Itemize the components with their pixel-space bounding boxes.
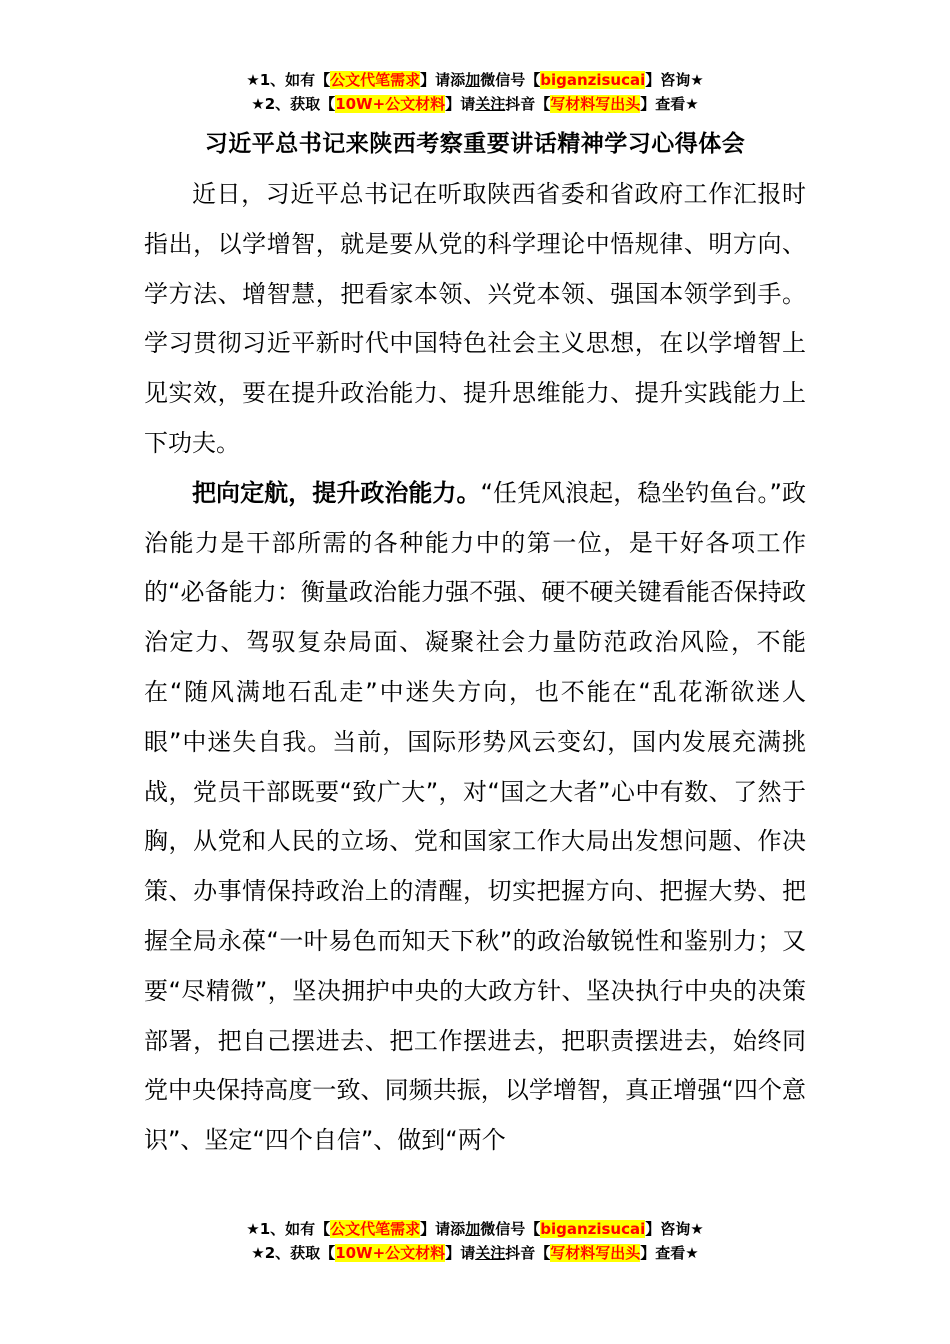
wechat-id: biganzisucai — [540, 71, 646, 89]
banner-text: 】请添 — [420, 71, 466, 89]
banner-highlight: 公文代笔需求 — [330, 1220, 421, 1238]
banner-text: 】请 — [445, 95, 476, 113]
banner-line-1 — [0, 68, 950, 92]
banner-highlight: 10W+公文材料 — [335, 1244, 446, 1262]
footer-banner — [0, 1217, 950, 1265]
banner-text: ★2、获取【 — [251, 1244, 336, 1262]
banner-highlight: 写材料写出头 — [550, 1244, 641, 1262]
paragraph-1: 近日，习近平总书记在听取陕西省委和省政府工作汇报时指出，以学增智，就是要从党的科学理论中悟规律、明方向、学方法、增智慧，把看家本领、兴党本领、强国本领学到手。学习贯彻习近平新时代中国特色社会主义思想，在以学增智上见实效，要在提升政治能力、提升思维能力、提升实践能力上下功夫。 — [144, 180, 806, 457]
banner-text: ★1、如有【 — [246, 71, 331, 89]
header-banner — [0, 68, 950, 116]
wechat-id: biganzisucai — [540, 1220, 646, 1238]
banner-text: 抖音【 — [505, 1244, 551, 1262]
paragraph-2 — [144, 469, 806, 1166]
document-body — [144, 170, 806, 1166]
paragraph-2-body: “任凭风浪起，稳坐钓鱼台。”政治能力是干部所需的各种能力中的第一位，是干好各项工作的“必备能力：衡量政治能力强不强、硬不硬关键看能否保持政治定力、驾驭复杂局面、凝聚社会力量防范政治风险，不能在“随风满地石乱走”中迷失方向，也不能在“乱花渐欲迷人眼”中迷失自我。当前，国际形势风云变幻，国内发展充满挑战，党员干部既要“致广大”，对“国之大者”心中有数、了然于胸，从党和人民的立场、党和国家工作大局出发想问题、作决策、办事情保持政治上的清醒，切实把握方向、把握大势、把握全局永葆“一叶易色而知天下秋”的政治敏锐性和鉴别力；又要“尽精微”，坚决拥护中央的大政方针、坚决执行中央的决策部署，把自己摆进去、把工作摆进去，把职责摆进去，始终同党中央保持高度一致、同频共振，以学增智，真正增强“四个意识”、坚定“四个自信”、做到“两个 — [144, 478, 807, 1155]
banner-text: 】请 — [445, 1244, 476, 1262]
banner-text: 】咨询★ — [645, 71, 704, 89]
banner-line-2 — [0, 92, 950, 116]
banner-highlight: 公文代笔需求 — [330, 71, 421, 89]
paragraph-lead: 把向定航，提升政治能力。 — [192, 478, 481, 507]
banner-text: 加 — [465, 71, 481, 89]
banner-line-1 — [0, 1217, 950, 1241]
banner-text: 】咨询★ — [645, 1220, 704, 1238]
banner-text: 关注 — [475, 95, 506, 113]
banner-text: 微信号【 — [480, 71, 541, 89]
document-title: 习近平总书记来陕西考察重要讲话精神学习心得体会 — [204, 131, 746, 157]
banner-text: ★2、获取【 — [251, 95, 336, 113]
banner-text: 】查看★ — [640, 1244, 699, 1262]
banner-highlight: 10W+公文材料 — [335, 95, 446, 113]
banner-text: 】请添 — [420, 1220, 466, 1238]
banner-highlight: 写材料写出头 — [550, 95, 641, 113]
banner-text: 微信号【 — [480, 1220, 541, 1238]
banner-text: 】查看★ — [640, 95, 699, 113]
banner-line-2 — [0, 1241, 950, 1265]
banner-text: 加 — [465, 1220, 481, 1238]
banner-text: ★1、如有【 — [246, 1220, 331, 1238]
banner-text: 关注 — [475, 1244, 506, 1262]
banner-text: 抖音【 — [505, 95, 551, 113]
